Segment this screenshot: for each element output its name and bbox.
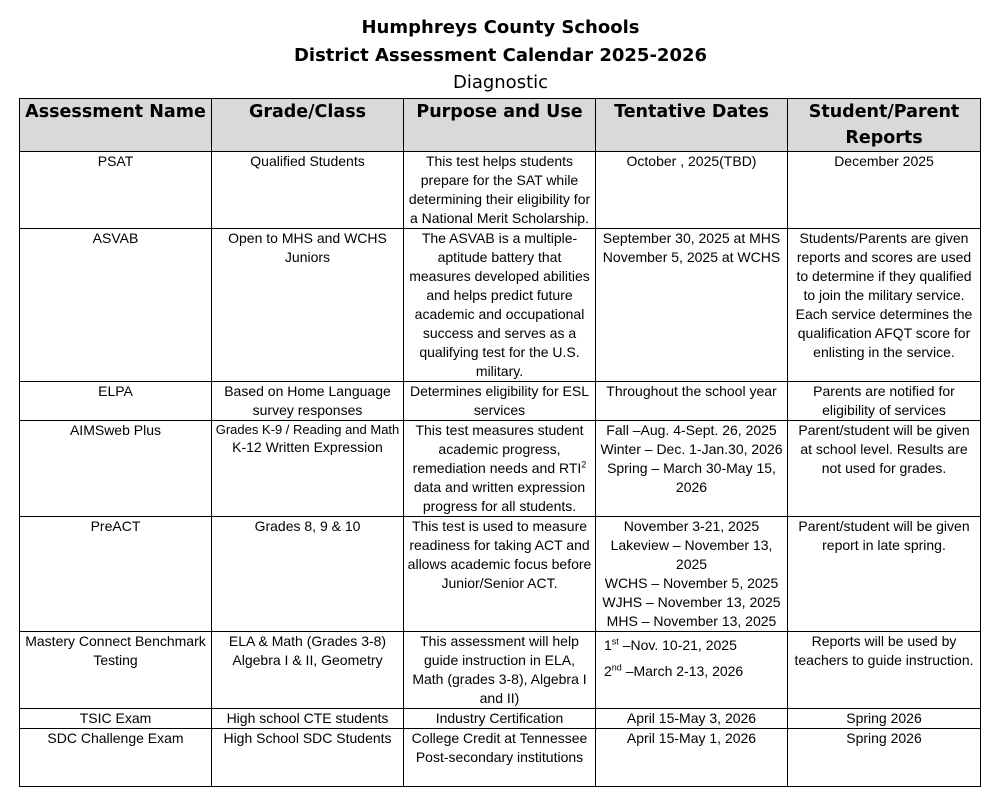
assessment-calendar-table — [19, 98, 981, 787]
date-line: Fall –Aug. 4-Sept. 26, 2025 — [606, 422, 777, 438]
grade-line: Grades K-9 / Reading and Math — [215, 422, 400, 437]
purpose: This test is used to measure readiness for taking ACT and allows academic focus before Junior/Senior ACT. — [404, 517, 596, 632]
reports: Spring 2026 — [788, 729, 981, 787]
document-subtitle: District Assessment Calendar 2025-2026 — [293, 45, 708, 66]
tentative-dates — [596, 229, 788, 382]
table-row — [20, 382, 981, 421]
grade-class: Based on Home Language survey responses — [212, 382, 404, 421]
assessment-name: PreACT — [20, 517, 212, 632]
grade-class — [212, 421, 404, 517]
date-ordinal: 2 — [604, 663, 612, 679]
reports: Reports will be used by teachers to guide instruction. — [788, 632, 981, 709]
date-ordinal-suffix: st — [611, 636, 619, 647]
purpose: Industry Certification — [404, 709, 596, 729]
table-row — [20, 632, 981, 709]
purpose: Determines eligibility for ESL services — [404, 382, 596, 421]
tentative-dates — [596, 729, 788, 787]
purpose: This test helps students prepare for the SAT while determining their eligibility for a National Merit Scholarship. — [404, 152, 596, 229]
table-row — [20, 729, 981, 787]
table-header-row — [20, 99, 981, 152]
column-header-purpose: Purpose and Use — [404, 99, 596, 152]
date-line — [604, 632, 784, 658]
assessment-name: ELPA — [20, 382, 212, 421]
tentative-dates — [596, 421, 788, 517]
grade-class — [212, 632, 404, 709]
table-row — [20, 229, 981, 382]
date-line: MHS – November 13, 2025 — [606, 613, 777, 629]
assessment-name: AIMSweb Plus — [20, 421, 212, 517]
grade-class: Qualified Students — [212, 152, 404, 229]
tentative-dates — [596, 632, 788, 709]
date-line: Throughout the school year — [606, 383, 777, 399]
grade-class: Open to MHS and WCHS Juniors — [212, 229, 404, 382]
date-line: Winter – Dec. 1-Jan.30, 2026 — [600, 441, 783, 457]
tentative-dates — [596, 382, 788, 421]
assessment-name: ASVAB — [20, 229, 212, 382]
purpose-text: This test measures student academic progress, remediation needs and RTI — [412, 422, 584, 476]
grade-class: Grades 8, 9 & 10 — [212, 517, 404, 632]
column-header-grade-class: Grade/Class — [212, 99, 404, 152]
purpose: The ASVAB is a multiple-aptitude battery that measures developed abilities and helps predict future academic and occupational success and serves as a qualifying test for the U.S. military. — [404, 229, 596, 382]
table-row — [20, 152, 981, 229]
date-ordinal-suffix: nd — [611, 662, 622, 673]
date-line: Spring – March 30-May 15, 2026 — [607, 460, 776, 495]
reports: Parents are notified for eligibility of services — [788, 382, 981, 421]
page-header — [0, 14, 1001, 96]
grade-class: High School SDC Students — [212, 729, 404, 787]
table-row — [20, 709, 981, 729]
date-line: WJHS – November 13, 2025 — [602, 594, 781, 610]
grade-class: High school CTE students — [212, 709, 404, 729]
date-ordinal: 1 — [604, 637, 612, 653]
purpose: This assessment will help guide instruction in ELA, Math (grades 3-8), Algebra I and II) — [404, 632, 596, 709]
tentative-dates — [596, 517, 788, 632]
grade-line: ELA & Math (Grades 3-8) — [228, 633, 387, 649]
assessment-name: TSIC Exam — [20, 709, 212, 729]
reports: Parent/student will be given report in late spring. — [788, 517, 981, 632]
date-line: April 15-May 3, 2026 — [626, 710, 757, 726]
document-title: Humphreys County Schools — [361, 17, 640, 38]
column-header-tentative-dates: Tentative Dates — [596, 99, 788, 152]
date-line: September 30, 2025 at MHS — [602, 230, 781, 246]
date-line: Lakeview – November 13, 2025 — [610, 537, 773, 572]
grade-line: Algebra I & II, Geometry — [232, 652, 383, 668]
reports: Students/Parents are given reports and scores are used to determine if they qualified to join the military service. Each service determines the qualification AFQT score for enlisting in the service. — [788, 229, 981, 382]
table-row — [20, 421, 981, 517]
date-line: April 15-May 1, 2026 — [626, 730, 757, 746]
purpose — [404, 421, 596, 517]
reports: Parent/student will be given at school level. Results are not used for grades. — [788, 421, 981, 517]
date-range: –March 2-13, 2026 — [621, 663, 744, 679]
assessment-name: SDC Challenge Exam — [20, 729, 212, 787]
date-line: October , 2025(TBD) — [626, 153, 757, 169]
date-line: WCHS – November 5, 2025 — [604, 575, 779, 591]
table-row — [20, 517, 981, 632]
purpose-text: data and written expression progress for all students. — [413, 479, 586, 514]
date-line — [604, 658, 784, 684]
purpose-superscript: 2 — [581, 459, 587, 470]
date-line: November 3-21, 2025 — [623, 518, 760, 534]
date-range: –Nov. 10-21, 2025 — [618, 637, 737, 653]
assessment-name: PSAT — [20, 152, 212, 229]
tentative-dates — [596, 152, 788, 229]
reports: December 2025 — [788, 152, 981, 229]
tentative-dates — [596, 709, 788, 729]
reports: Spring 2026 — [788, 709, 981, 729]
column-header-reports: Student/Parent Reports — [788, 99, 981, 152]
assessment-name: Mastery Connect Benchmark Testing — [20, 632, 212, 709]
purpose: College Credit at Tennessee Post-secondary institutions — [404, 729, 596, 787]
column-header-assessment-name: Assessment Name — [20, 99, 212, 152]
grade-line: K-12 Written Expression — [232, 439, 383, 455]
date-line: November 5, 2025 at WCHS — [602, 249, 781, 265]
section-label: Diagnostic — [452, 72, 549, 93]
